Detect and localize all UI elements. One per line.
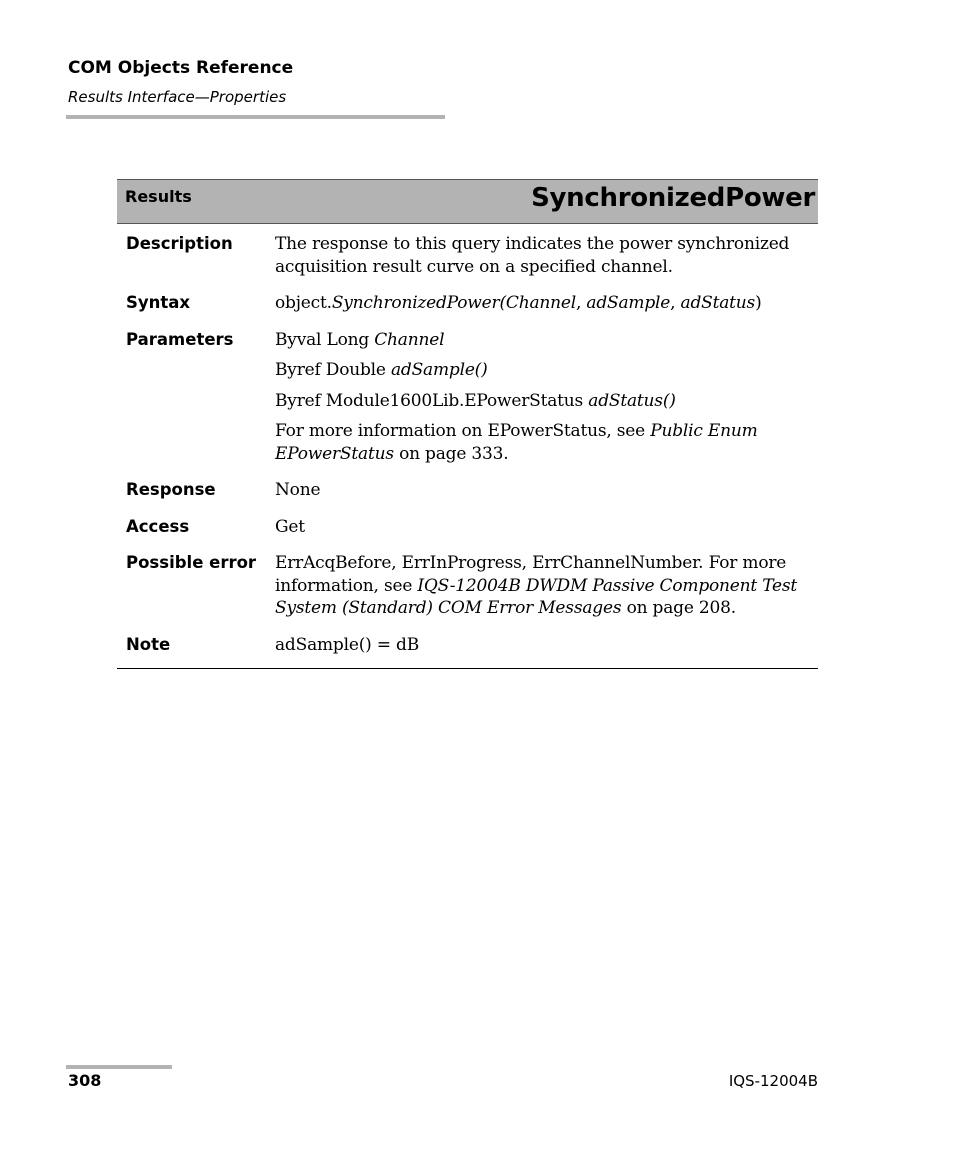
parameter-item xyxy=(275,329,810,352)
parameter-item xyxy=(275,390,810,413)
parameters-note-text: For more information on EPowerStatus, see xyxy=(275,421,651,441)
parameter-name: Channel xyxy=(374,329,445,350)
error-messages-link[interactable]: IQS-12004B DWDM Passive Component Test System (Standard) COM Error Messages xyxy=(275,575,798,618)
syntax-label: Syntax xyxy=(126,293,191,312)
note-label: Note xyxy=(126,634,171,654)
reference-category: Results xyxy=(125,187,192,206)
page-header-title: COM Objects Reference xyxy=(68,58,294,78)
page-header-subtitle: Results Interface—Properties xyxy=(68,88,287,106)
parameters-label: Parameters xyxy=(126,329,234,349)
reference-fields xyxy=(117,224,818,663)
access-row xyxy=(117,509,818,546)
note-row xyxy=(117,627,818,664)
response-row xyxy=(117,472,818,509)
error-value xyxy=(275,545,818,627)
header-divider xyxy=(66,115,445,119)
description-value: The response to this query indicates the power synchronized acquisition result curve on a specified channel. xyxy=(275,234,790,277)
parameters-note-suffix: on page 333. xyxy=(393,443,509,464)
syntax-separator: , xyxy=(670,293,681,313)
response-label: Response xyxy=(126,480,216,499)
parameter-item xyxy=(275,359,810,382)
response-value: None xyxy=(275,480,321,500)
access-value: Get xyxy=(275,516,305,537)
parameters-value xyxy=(275,322,818,473)
parameter-type: Byref Module1600Lib.EPowerStatus xyxy=(275,390,589,411)
syntax-separator: , xyxy=(575,293,587,313)
reference-title-bar xyxy=(117,179,818,224)
page-number: 308 xyxy=(68,1071,102,1090)
footer-divider xyxy=(66,1065,172,1069)
property-reference-table xyxy=(117,179,818,669)
parameter-type: Byval Long xyxy=(275,329,375,350)
access-label: Access xyxy=(126,516,190,536)
parameters-note xyxy=(275,420,810,465)
epowerstatus-link[interactable]: Public Enum EPowerStatus xyxy=(275,421,758,464)
description-label: Description xyxy=(126,234,233,253)
syntax-row xyxy=(117,285,818,322)
parameter-type: Byref Double xyxy=(275,360,391,380)
syntax-suffix: ) xyxy=(755,293,762,313)
error-label: Possible error xyxy=(126,553,257,572)
error-row xyxy=(117,545,818,627)
parameter-name: adSample() xyxy=(390,360,488,380)
description-row xyxy=(117,224,818,285)
parameter-name: adStatus() xyxy=(588,390,676,411)
property-name: SynchronizedPower xyxy=(531,183,815,213)
syntax-arg-status: adStatus xyxy=(680,293,756,313)
table-bottom-rule xyxy=(117,668,818,669)
syntax-value xyxy=(275,285,818,322)
syntax-arg-sample: adSample xyxy=(586,293,671,313)
parameters-row xyxy=(117,322,818,473)
error-text: ErrAcqBefore, ErrInProgress, ErrChannelNumber. For more information, see xyxy=(275,553,787,596)
error-suffix: on page 208. xyxy=(621,598,736,618)
syntax-prefix: object. xyxy=(275,293,332,313)
product-name: IQS-12004B xyxy=(728,1072,818,1090)
note-value: adSample() = dB xyxy=(275,634,419,655)
syntax-method: SynchronizedPower(Channel xyxy=(331,293,576,313)
